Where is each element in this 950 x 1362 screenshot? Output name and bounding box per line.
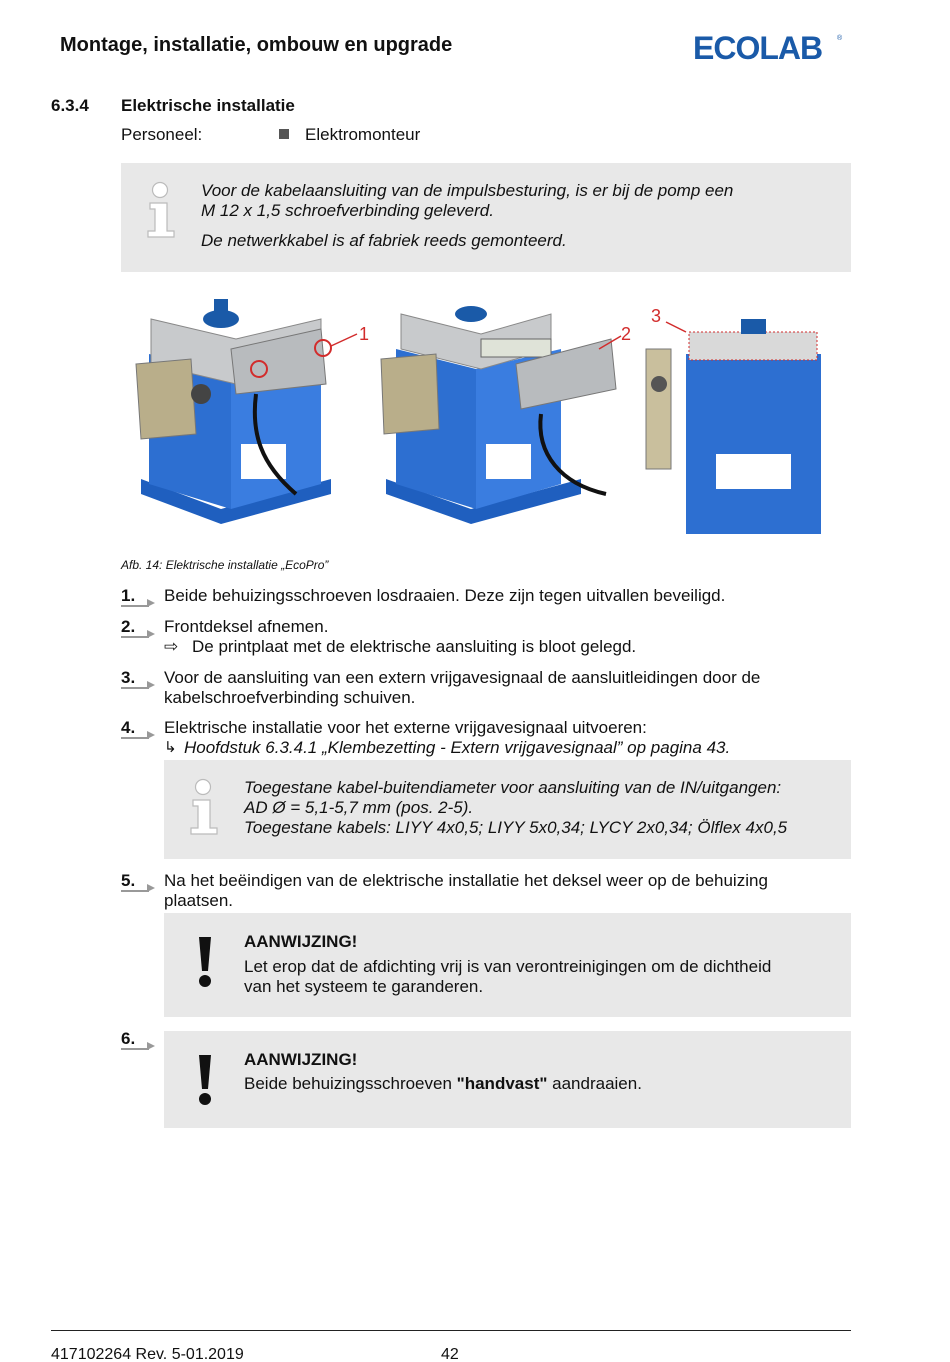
logo-text: ECOLAB (693, 30, 823, 64)
notice-text: van het systeem te garanderen. (244, 977, 484, 996)
step-arrow-icon (121, 678, 159, 690)
section-number: 6.3.4 (51, 96, 89, 115)
footer-divider (51, 1330, 851, 1331)
info-box (164, 760, 851, 859)
info-icon (188, 778, 222, 836)
step-number: 1. (121, 586, 136, 605)
step-arrow-icon (121, 627, 159, 639)
callout-2: 2 (621, 324, 632, 344)
footer-page-number: 42 (441, 1346, 459, 1362)
info-text-line: AD Ø = 5,1-5,7 mm (pos. 2-5). (244, 798, 474, 817)
callout-3: 3 (651, 306, 662, 326)
notice-box (164, 913, 851, 1017)
notice-text (244, 1074, 642, 1094)
step-number: 5. (121, 871, 136, 890)
step-number: 3. (121, 668, 136, 687)
svg-text:®: ® (837, 35, 843, 42)
exclamation-icon (195, 1053, 215, 1107)
notice-text-before: Beide behuizingsschroeven (244, 1074, 457, 1093)
pump-closed-image (136, 299, 369, 524)
notice-text: Let erop dat de afdichting vrij is van verontreinigingen om de dichtheid (244, 957, 772, 976)
pump-open-image (381, 306, 631, 524)
footer-document-reference: 417102264 Rev. 5-01.2019 (51, 1346, 244, 1362)
step-number: 2. (121, 617, 136, 636)
step-text: plaatsen. (164, 891, 233, 910)
info-box (121, 163, 851, 272)
exclamation-icon (195, 935, 215, 989)
step-number: 4. (121, 718, 136, 737)
info-text-line: Toegestane kabel-buitendiameter voor aansluiting van de IN/uitgangen: (244, 778, 782, 797)
personnel-label: Personeel: (121, 125, 203, 144)
personnel-value: Elektromonteur (305, 125, 421, 144)
step-text: Voor de aansluiting van een extern vrijgavesignaal de aansluitleidingen door de (164, 668, 761, 687)
callout-1: 1 (359, 324, 370, 344)
step-result-text: De printplaat met de elektrische aansluiting is bloot gelegd. (192, 637, 637, 656)
step-arrow-icon (121, 728, 159, 740)
info-text-line: De netwerkkabel is af fabriek reeds gemonteerd. (201, 231, 567, 250)
notice-text-after: aandraaien. (547, 1074, 642, 1093)
info-icon (145, 181, 179, 239)
step-text: Frontdeksel afnemen. (164, 617, 329, 636)
pump-installation-figure (121, 294, 851, 540)
step-text: Elektrische installatie voor het externe vrijgavesignaal uitvoeren: (164, 718, 647, 737)
info-text-line: Toegestane kabels: LIYY 4x0,5; LIYY 5x0,34; LYCY 2x0,34; Ölflex 4x0,5 (244, 818, 788, 837)
step-number: 6. (121, 1029, 136, 1048)
bullet-square-icon (279, 129, 289, 139)
step-arrow-icon (121, 1039, 159, 1051)
notice-title: AANWIJZING! (244, 1050, 358, 1069)
notice-box (164, 1031, 851, 1128)
step-arrow-icon (121, 596, 159, 608)
ecolab-logo (693, 30, 843, 64)
pump-front-image (646, 306, 821, 534)
step-text: kabelschroefverbinding schuiven. (164, 688, 416, 707)
step-arrow-icon (121, 881, 159, 893)
step-text: Beide behuizingsschroeven losdraaien. Deze zijn tegen uitvallen beveiligd. (164, 586, 726, 605)
cross-reference-icon: ↳ (164, 739, 177, 756)
section-title: Elektrische installatie (121, 96, 295, 115)
result-arrow-icon: ⇨ (164, 637, 179, 656)
notice-title: AANWIJZING! (244, 932, 358, 951)
info-text-line: Voor de kabelaansluiting van de impulsbesturing, is er bij de pomp een (201, 181, 734, 200)
cross-reference-link[interactable]: Hoofdstuk 6.3.4.1 „Klembezetting - Extern vrijgavesignaal” op pagina 43. (184, 738, 731, 757)
figure-caption: Afb. 14: Elektrische installatie „EcoPro” (121, 558, 329, 572)
notice-text-bold: "handvast" (456, 1074, 548, 1093)
info-text-line: M 12 x 1,5 schroefverbinding geleverd. (201, 201, 494, 220)
page-header-title: Montage, installatie, ombouw en upgrade (60, 34, 453, 56)
step-text: Na het beëindigen van de elektrische installatie het deksel weer op de behuizing (164, 871, 768, 890)
